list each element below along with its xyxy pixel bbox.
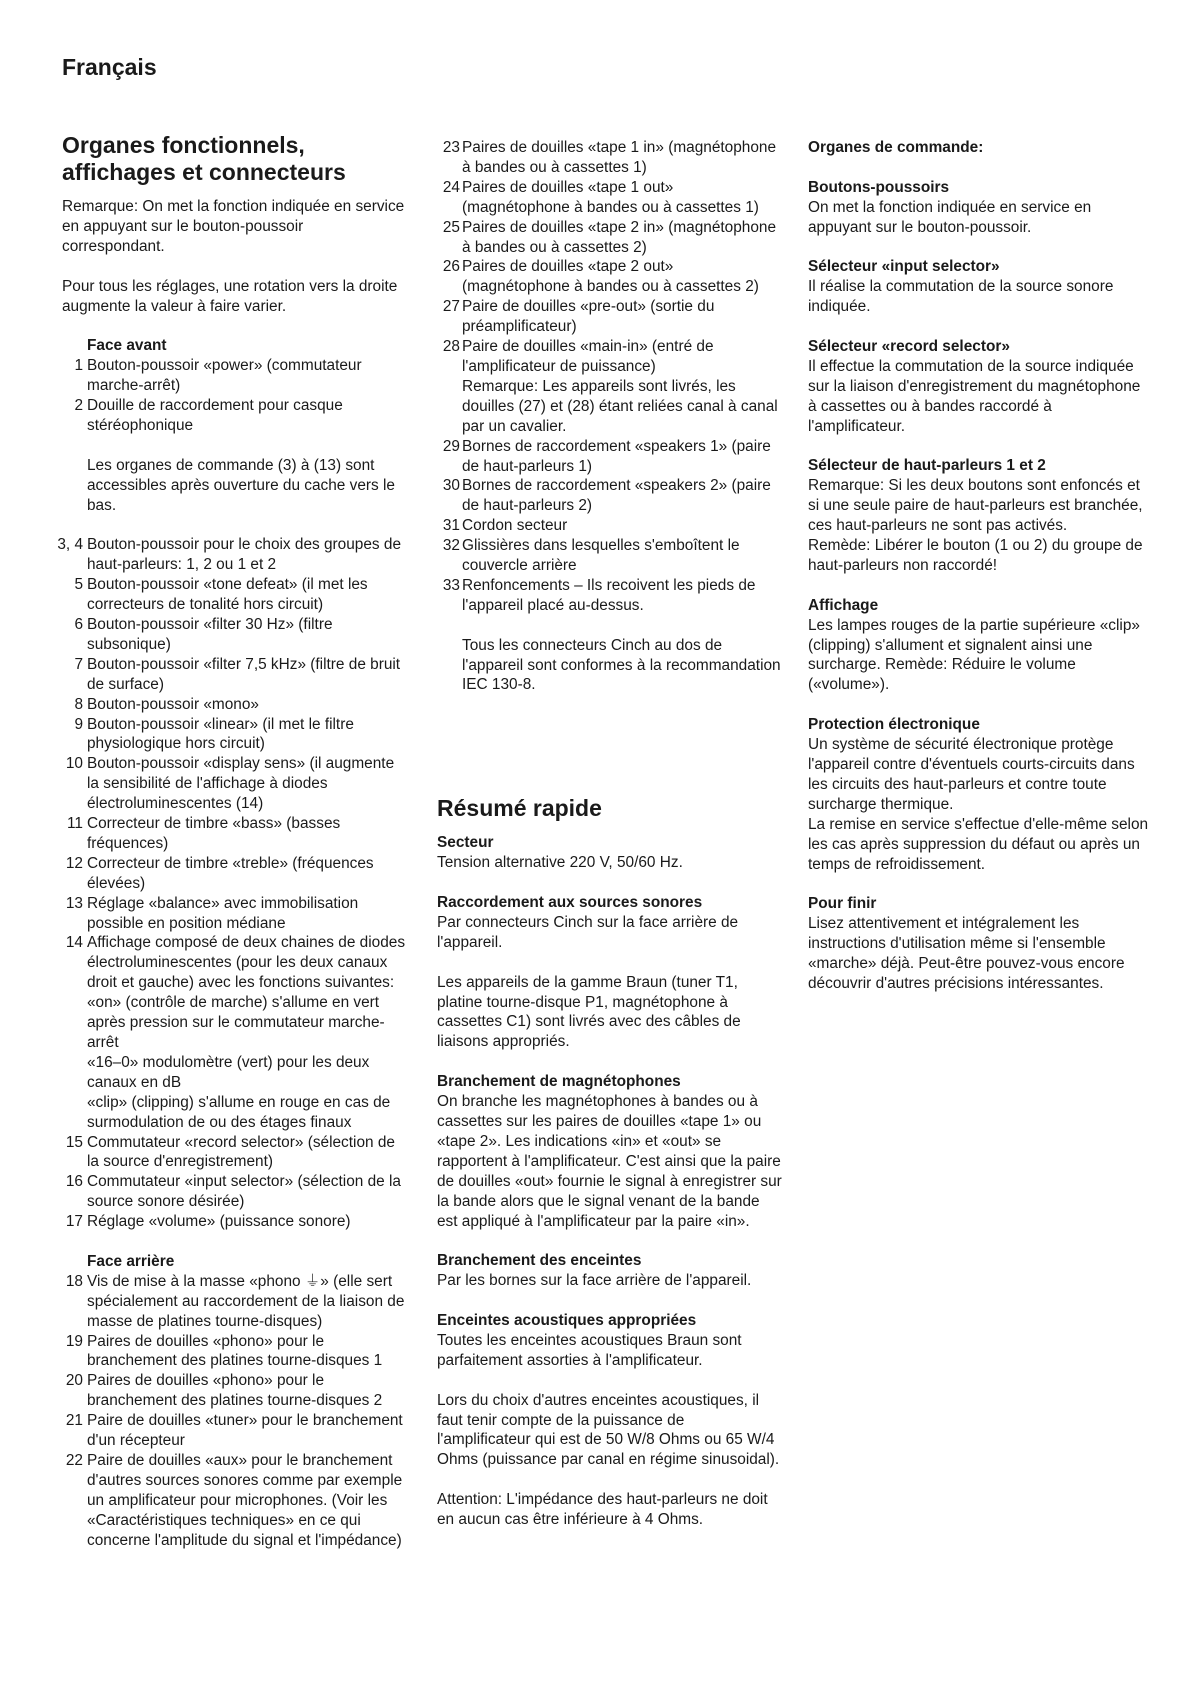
raccord-text-2: Les appareils de la gamme Braun (tuner T1, platine tourne-disque P1, magnétophone à cassettes C1) sont livrés avec des câbles de liaisons appropriés.	[437, 973, 741, 1051]
item-text: Bouton-poussoir «display sens» (il augmente la sensibilité de l'affichage à diodes électroluminescentes (14)	[87, 755, 395, 813]
item-text: Paire de douilles «main-in» (entré de l'amplificateur de puissance)	[462, 338, 714, 375]
list-item	[437, 178, 782, 218]
item-number: 16	[65, 1173, 83, 1191]
list-item	[62, 1411, 410, 1451]
item-number: 15	[65, 1133, 83, 1151]
list-item	[62, 695, 410, 715]
item-text: Cordon secteur	[462, 517, 568, 535]
enceintes-heading: Branchement des enceintes	[437, 1252, 642, 1270]
item-number: 33	[442, 576, 460, 594]
item-number: 5	[74, 576, 83, 594]
list-item	[62, 575, 410, 615]
item-text: Bouton-poussoir «linear» (il met le filtre physiologique hors circuit)	[87, 715, 354, 753]
list-item	[57, 535, 410, 575]
item-text: Bouton-poussoir «filter 7,5 kHz» (filtre de bruit de surface)	[87, 655, 401, 693]
item-text: Douille de raccordement pour casque stéréophonique	[87, 397, 343, 434]
secteur-text: Tension alternative 220 V, 50/60 Hz.	[437, 854, 683, 872]
hp-text-2: Remède: Libérer le bouton (1 ou 2) du groupe de haut-parleurs non raccordé!	[808, 537, 1143, 574]
list-item	[62, 1371, 410, 1411]
item-text: Réglage «volume» (puissance sonore)	[87, 1213, 351, 1231]
fin-text: Lisez attentivement et intégralement les instructions d'utilisation même si l'ensemble «marche» déjà. Peut-être pouvez-vous encore découvrir d'autres précisions intéressantes.	[808, 915, 1125, 992]
approp-text-2: Lors du choix d'autres enceintes acoustiques, il faut tenir compte de la puissance de l'amplificateur qui est de 50 W/8 Ohms ou 65 W/4 Ohms (puissance par canal en régime sinusoidal).	[437, 1391, 780, 1469]
section-title: Organes fonctionnels, affichages et connecteurs	[62, 132, 346, 185]
protection-text: Un système de sécurité électronique protège l'appareil contre d'éventuels courts-circuits dans les circuits des haut-parleurs et contre toute surcharge thermique.	[808, 736, 1135, 813]
list-item	[437, 437, 782, 477]
item-text: Paires de douilles «tape 2 in» (magnétophone à bandes ou à cassettes 2)	[462, 218, 777, 256]
input-text: Il réalise la commutation de la source sonore indiquée.	[808, 278, 1114, 316]
item-text: Bouton-poussoir «mono»	[87, 695, 259, 713]
approp-heading: Enceintes acoustiques appropriées	[437, 1312, 697, 1330]
item-number: 3, 4	[57, 536, 83, 554]
column-1	[57, 132, 410, 1551]
list-item	[437, 476, 782, 516]
approp-text-3: Attention: L'impédance des haut-parleurs ne doit en aucun cas être inférieure à 4 Ohms.	[437, 1491, 768, 1529]
item-text: Paire de douilles «tuner» pour le branchement d'un récepteur	[87, 1412, 403, 1450]
list-item	[62, 814, 410, 854]
item-text: Bouton-poussoir «power» (commutateur marche-arrêt)	[87, 357, 362, 395]
item-number: 29	[442, 437, 460, 455]
list-item	[437, 516, 782, 536]
item-subtext: «on» (contrôle de marche) s'allume en vert après pression sur le commutateur marche-arrêt	[87, 994, 385, 1051]
item-subtext: «clip» (clipping) s'allume en rouge en cas de surmodulation de ou des étages finaux	[87, 1093, 391, 1131]
item-text: Réglage «balance» avec immobilisation possible en position médiane	[87, 894, 359, 932]
magneto-text: On branche les magnétophones à bandes ou à cassettes sur les paires de douilles «tape 1» ou «tape 2». Les indications «in» et «out» se rapportent à l'amplificateur. C'est ainsi que la paire de douilles «out» fournie le signal à enregistrer sur la bande alors que le signal venant de la bande est appliqué à l'amplificateur par la paire «in».	[437, 1093, 782, 1230]
item-text: Affichage composé de deux chaines de diodes électroluminescentes (pour les deux canaux droit et gauche) avec les fonctions suivantes:	[87, 934, 406, 992]
intro-remark: Remarque: On met la fonction indiquée en service en appuyant sur le bouton-poussoir correspondant.	[62, 198, 405, 255]
item-text: Bornes de raccordement «speakers 1» (paire de haut-parleurs 1)	[462, 437, 771, 475]
item-text: Paire de douilles «pre-out» (sortie du préamplificateur)	[462, 298, 715, 336]
item-text: Bouton-poussoir «filter 30 Hz» (filtre subsonique)	[87, 615, 333, 653]
intro-rotation: Pour tous les réglages, une rotation vers la droite augmente la valeur à faire varier.	[62, 277, 398, 315]
list-item	[62, 754, 410, 814]
controls-title: Organes de commande:	[808, 139, 984, 156]
item-number: 2	[74, 397, 83, 415]
item-text: Commutateur «input selector» (sélection de la source sonore désirée)	[87, 1173, 401, 1211]
affichage-heading: Affichage	[808, 596, 879, 614]
list-item	[437, 257, 782, 297]
list-item	[437, 218, 782, 258]
boutons-text: On met la fonction indiquée en service en appuyant sur le bouton-poussoir.	[808, 198, 1092, 236]
item-text: Correcteur de timbre «treble» (fréquences élevées)	[87, 854, 374, 892]
item-number: 21	[65, 1412, 83, 1430]
item-number: 14	[65, 934, 83, 952]
hp-text: Remarque: Si les deux boutons sont enfoncés et si une seule paire de haut-parleurs est branchée, ces haut-parleurs ne sont pas activés.	[808, 477, 1143, 535]
item-number: 9	[74, 715, 83, 733]
column-3	[808, 138, 1153, 994]
item-number: 22	[65, 1452, 83, 1470]
item-text: Vis de mise à la masse «phono ⏚» (elle sert spécialement au raccordement de la liaison de masse de platines tourne-disques)	[87, 1272, 405, 1330]
list-item	[62, 894, 410, 934]
resume-title: Résumé rapide	[437, 795, 602, 822]
item-text: Paires de douilles «tape 1 in» (magnétophone à bandes ou à cassettes 1)	[462, 139, 777, 176]
protection-heading: Protection électronique	[808, 716, 980, 734]
item-text: Correcteur de timbre «bass» (basses fréquences)	[87, 815, 341, 852]
controls-note: Les organes de commande (3) à (13) sont accessibles après ouverture du cache vers le bas.	[87, 456, 395, 514]
list-item	[62, 356, 410, 396]
record-text: Il effectue la commutation de la source indiquée sur la liaison d'enregistrement du magnétophone à cassettes ou à bandes raccordé à l'amplificateur.	[808, 357, 1141, 435]
enceintes-text: Par les bornes sur la face arrière de l'appareil.	[437, 1272, 752, 1290]
item-text: Paire de douilles «aux» pour le branchement d'autres sources sonores comme par exemple un amplificateur pour microphones. (Voir les «Caractéristiques techniques» en ce qui concerne l'amplitude du signal et l'impédance)	[87, 1452, 403, 1549]
item-text: Bouton-poussoir pour le choix des groupes de haut-parleurs: 1, 2 ou 1 et 2	[87, 536, 401, 574]
item-number: 18	[65, 1272, 83, 1290]
front-title: Face avant	[87, 337, 167, 355]
item-number: 17	[65, 1213, 83, 1231]
list-item	[437, 576, 782, 616]
cinch-note: Tous les connecteurs Cinch au dos de l'appareil sont conformes à la recommandation IEC 130-8.	[462, 636, 781, 694]
list-item	[62, 1451, 410, 1551]
item-number: 20	[65, 1372, 83, 1390]
protection-text-2: La remise en service s'effectue d'elle-même selon les cas après suppression du défaut ou après un temps de refroidissement.	[808, 815, 1149, 873]
magneto-heading: Branchement de magnétophones	[437, 1073, 681, 1091]
item-number: 10	[65, 755, 83, 773]
item-number: 8	[74, 695, 83, 713]
item-number: 6	[74, 615, 83, 633]
list-item	[62, 854, 410, 894]
hp-heading: Sélecteur de haut-parleurs 1 et 2	[808, 457, 1046, 475]
approp-text: Toutes les enceintes acoustiques Braun sont parfaitement assorties à l'amplificateur.	[437, 1331, 742, 1369]
item-number: 31	[442, 517, 460, 535]
list-item	[62, 655, 410, 695]
list-item	[62, 1133, 410, 1173]
item-number: 28	[442, 338, 460, 356]
list-item	[62, 396, 410, 436]
item-number: 19	[65, 1332, 83, 1350]
item-text: Paires de douilles «tape 2 out» (magnétophone à bandes ou à cassettes 2)	[462, 258, 759, 296]
item-number: 25	[442, 218, 460, 236]
item-subtext: Remarque: Les appareils sont livrés, les douilles (27) et (28) étant reliées canal à canal par un cavalier.	[462, 377, 778, 435]
item-subtext: «16–0» modulomètre (vert) pour les deux canaux en dB	[87, 1053, 370, 1091]
secteur-heading: Secteur	[437, 834, 494, 852]
list-item	[62, 1172, 410, 1212]
item-text: Bornes de raccordement «speakers 2» (paire de haut-parleurs 2)	[462, 477, 771, 515]
list-item	[62, 715, 410, 755]
affichage-text: Les lampes rouges de la partie supérieure «clip» (clipping) s'allument et signalent ainsi une surcharge. Remède: Réduire le volume («volume»).	[808, 616, 1140, 694]
item-number: 30	[442, 477, 460, 495]
item-number: 12	[65, 854, 83, 872]
fin-heading: Pour finir	[808, 895, 877, 913]
item-text: Paires de douilles «phono» pour le branchement des platines tourne-disques 1	[87, 1332, 383, 1370]
item-number: 27	[442, 298, 460, 316]
list-item	[437, 297, 782, 337]
page-language-title: Français	[62, 54, 157, 80]
item-number: 1	[74, 357, 83, 375]
item-number: 24	[442, 178, 460, 196]
list-item	[62, 1332, 410, 1372]
item-text: Paires de douilles «phono» pour le branchement des platines tourne-disques 2	[87, 1372, 383, 1410]
record-heading: Sélecteur «record selector»	[808, 338, 1010, 356]
item-number: 32	[442, 537, 460, 555]
item-text: Renfoncements – Ils recoivent les pieds de l'appareil placé au-dessus.	[462, 576, 756, 614]
column-2	[437, 138, 782, 1530]
list-item	[62, 1212, 410, 1232]
item-number: 11	[67, 815, 83, 833]
item-number: 23	[442, 139, 460, 156]
item-text: Paires de douilles «tape 1 out» (magnétophone à bandes ou à cassettes 1)	[462, 178, 759, 216]
item-text: Bouton-poussoir «tone defeat» (il met les correcteurs de tonalité hors circuit)	[87, 576, 368, 614]
list-item	[437, 337, 782, 437]
input-heading: Sélecteur «input selector»	[808, 258, 1000, 276]
rear-title: Face arrière	[87, 1252, 175, 1270]
item-number: 7	[74, 655, 83, 673]
item-text: Glissières dans lesquelles s'emboîtent le couvercle arrière	[462, 537, 740, 575]
item-text: Commutateur «record selector» (sélection de la source d'enregistrement)	[87, 1133, 395, 1171]
list-item	[62, 1272, 410, 1332]
list-item	[62, 933, 410, 1132]
item-number: 26	[442, 258, 460, 276]
list-item	[62, 615, 410, 655]
raccord-heading: Raccordement aux sources sonores	[437, 894, 703, 912]
list-item	[437, 536, 782, 576]
list-item	[437, 138, 782, 178]
raccord-text: Par connecteurs Cinch sur la face arrière de l'appareil.	[437, 913, 739, 951]
boutons-heading: Boutons-poussoirs	[808, 178, 950, 196]
item-number: 13	[65, 894, 83, 912]
